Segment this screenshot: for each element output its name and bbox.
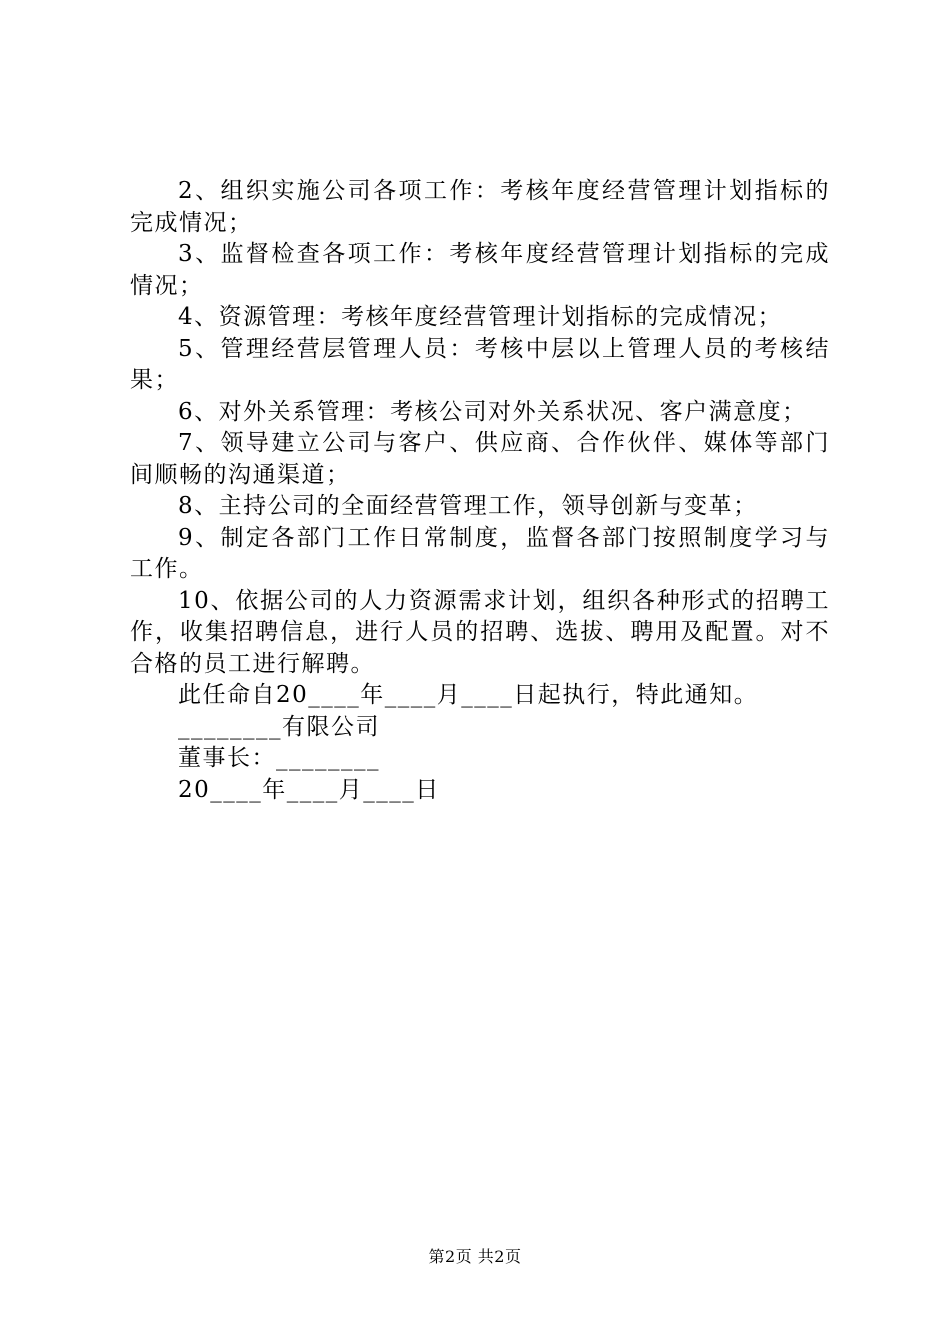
paragraph-item-7: 7、领导建立公司与客户、供应商、合作伙伴、媒体等部门间顺畅的沟通渠道； bbox=[130, 430, 830, 488]
paragraph-item-10: 10、依据公司的人力资源需求计划，组织各种形式的招聘工作，收集招聘信息，进行人员的招聘、选拔、聘用及配置。对不合格的员工进行解聘。 bbox=[130, 587, 830, 677]
chairman-signature-line: 董事长：________ bbox=[178, 745, 380, 771]
paragraph-item-2: 2、组织实施公司各项工作：考核年度经营管理计划指标的完成情况； bbox=[130, 178, 830, 236]
paragraph-item-5: 5、管理经营层管理人员：考核中层以上管理人员的考核结果； bbox=[130, 335, 830, 393]
page-footer bbox=[0, 1244, 950, 1267]
paragraph-item-6: 6、对外关系管理：考核公司对外关系状况、客户满意度； bbox=[178, 398, 807, 425]
paragraph-item-9: 9、制定各部门工作日常制度，监督各部门按照制度学习与工作。 bbox=[130, 524, 830, 582]
paragraph-item-3: 3、监督检查各项工作：考核年度经营管理计划指标的完成情况； bbox=[130, 241, 830, 299]
signature-date-line: 20____年____月____日 bbox=[178, 776, 440, 803]
paragraph-item-8: 8、主持公司的全面经营管理工作，领导创新与变革； bbox=[178, 493, 758, 519]
paragraph-item-4: 4、资源管理：考核年度经营管理计划指标的完成情况； bbox=[178, 304, 783, 330]
appointment-effective-date: 此任命自20____年____月____日起执行，特此通知。 bbox=[178, 682, 759, 708]
page-number-label: 第2页 共2页 bbox=[428, 1247, 522, 1266]
document-body bbox=[130, 176, 830, 806]
company-name-line: ________有限公司 bbox=[178, 713, 380, 740]
